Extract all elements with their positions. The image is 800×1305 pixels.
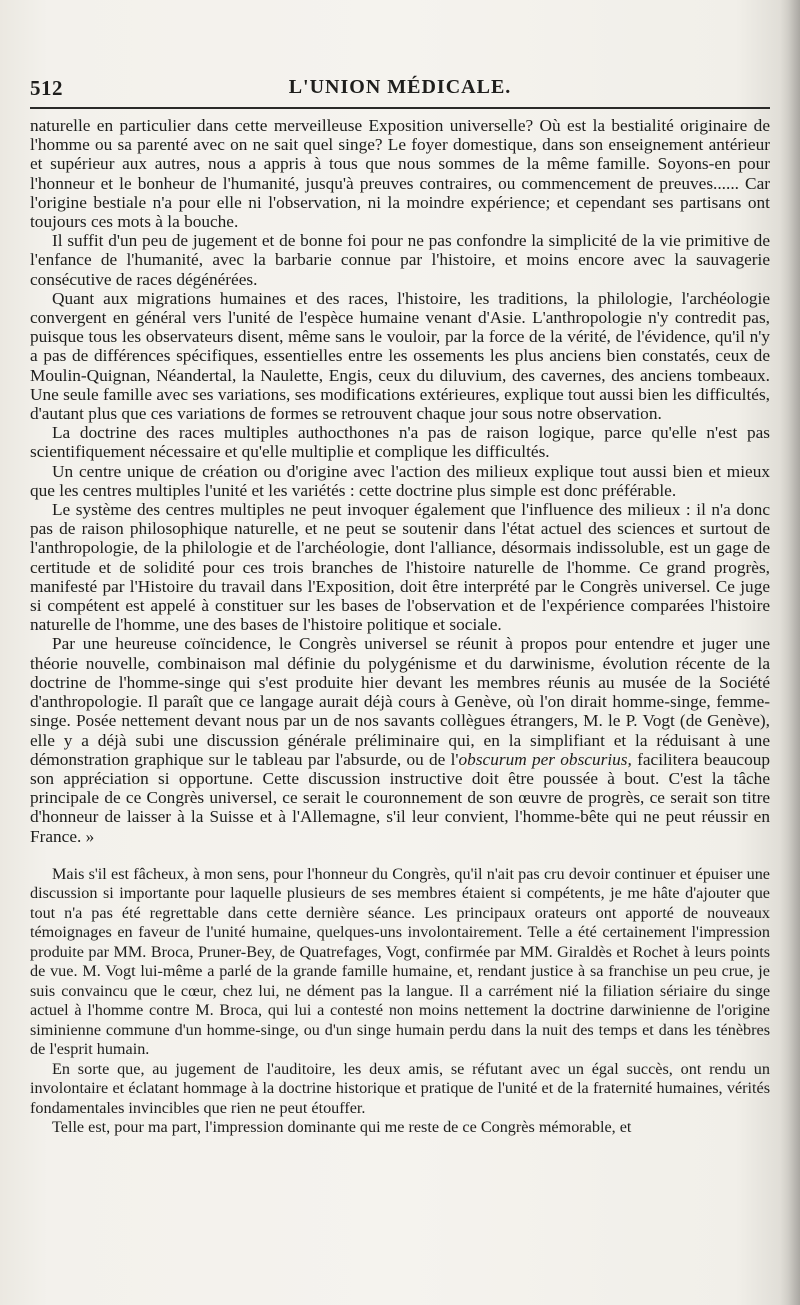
paragraph: La doctrine des races multiples authocthones n'a pas de raison logique, parce qu'elle n'est pas scientifiquement nécessaire et qu'elle multiplie et complique les difficultés. [30,423,770,462]
latin-phrase: obscurum per obscurius, [458,749,632,769]
paragraph: naturelle en particulier dans cette merveilleuse Exposition universelle? Où est la bestialité originaire de l'homme ou sa parenté avec on ne sait quel singe? Le foyer domestique, dans son enseignement antérieur et supérieur aux autres, nous a appris à tous que nous sommes de la même famille. Soyons-en pour l'honneur et le bonheur de l'humanité, jusqu'à preuves contraires, ou commencement de preuves...... Car l'origine bestiale n'a pour elle ni l'observation, ni la moindre expérience; et cependant ses partisans ont toujours ces mots à la bouche. [30,116,770,232]
paragraph: Quant aux migrations humaines et des races, l'histoire, les traditions, la philologie, l'archéologie convergent en général vers l'unité de l'espèce humaine venant d'Asie. L'anthropologie n'y contredit pas, puisque tous les observateurs disent, même sans le vouloir, par la force de la vérité, de l'évidence, qu'il n'y a pas de différences spécifiques, essentielles entre les ossements les plus anciens bien constatés, ceux de Moulin-Quignan, Néandertal, la Naulette, Engis, ceux du diluvium, des cavernes, des anciens tombeaux. Une seule famille avec ses variations, ses modifications extérieures, explique tout aussi bien les difficultés, d'autant plus que ces variations de formes se retrouvent chaque jour sous notre observation. [30,288,770,424]
running-title: L'UNION MÉDICALE. [288,76,512,98]
page-number: 512 [30,76,63,100]
paragraph: En sorte que, au jugement de l'auditoire, les deux amis, se réfutant avec un égal succès, ont rendu un involontaire et éclatant hommage à la doctrine historique et pratique de l'unité et de la fraternité humaines, vérités fondamentales invincibles que rien ne peut étouffer. [30,1059,770,1117]
paragraph [30,634,770,845]
header-rule [30,107,770,109]
paragraph: Il suffit d'un peu de jugement et de bonne foi pour ne pas confondre la simplicité de la vie primitive de l'enfance de l'humanité, avec la barbarie connue par l'histoire, et moins encore avec la sauvagerie consécutive de races dégénérées. [30,231,770,289]
body-text [30,116,770,1138]
paragraph: Le système des centres multiples ne peut invoquer également que l'influence des milieux : il n'a donc pas de raison philosophique naturelle, et ne peut se soutenir dans l'état actuel des sciences et surtout de l'anthropologie, de la philologie et de l'archéologie, dont l'alliance, désormais indissoluble, est un gage de certitude et de solidité pour ces trois branches de l'histoire naturelle de l'homme. Ce grand progrès, manifesté par l'Histoire du travail dans l'Exposition, doit être interprété par le Congrès universel. Ce juge si compétent est appelé à constituer sur les bases de l'observation et de l'expérience comparées l'histoire naturelle de l'homme, une des bases de l'histoire politique et sociale. [30,500,770,635]
page-spine-shadow [780,0,800,1305]
paragraph: Telle est, pour ma part, l'impression dominante qui me reste de ce Congrès mémorable, et [52,1118,632,1137]
page-header [30,70,770,100]
paragraph: Un centre unique de création ou d'origine avec l'action des milieux explique tout aussi bien et mieux que les centres multiples l'unité et les variétés : cette doctrine plus simple est donc préférable. [30,461,770,500]
paragraph: Mais s'il est fâcheux, à mon sens, pour l'honneur du Congrès, qu'il n'ait pas cru devoir continuer et épuiser une discussion si importante pour laquelle plusieurs de ses membres étaient si compétents, je me hâte d'ajouter que tout n'a pas été regrettable dans cette dernière séance. Les principaux orateurs ont apporté de nouveaux témoignages en faveur de l'unité humaine, quelques-uns involontairement. Telle a été certainement l'impression produite par MM. Broca, Pruner-Bey, de Quatrefages, Vogt, confirmée par MM. Giraldès et Rochet à leurs points de vue. M. Vogt lui-même a parlé de la grande famille humaine, et, rendant justice à sa franchise un peu crue, je suis convaincu que le cœur, chez lui, ne dément pas la langue. Il a carrément nié la filiation sériaire du singe actuel à l'homme contre M. Broca, qui lui a contesté non moins nettement la doctrine darwinienne de l'origine siminienne commune d'un homme-singe, ou d'un singe humain perdu dans la nuit des temps et dans les ténèbres de l'esprit humain. [30,864,770,1059]
paragraph-text: Par une heureuse coïncidence, le Congrès universel se réunit à propos pour entendre et juger une théorie nouvelle, combinaison mal définie du polygénisme et du darwinisme, évolution récente de la doctrine de l'homme-singe qui s'est produite hier devant les membres réunis au musée de la Société d'anthropologie. Il paraît que ce langage aurait déjà cours à Genève, où l'on dirait homme-singe, femme-singe. Posée nettement devant nous par un de nos savants collègues étrangers, M. le P. Vogt (de Genève), elle y a déjà subi une discussion générale préliminaire qui, en la simplifiant et la réduisant à une démonstration graphique sur le tableau par l'absurde, ou de l' [30,634,770,769]
paragraph-text: facilitera beaucoup son appréciation si opportune. Cette discussion instructive doit être poussée à bout. C'est la tâche principale de ce Congrès universel, ce serait le couronnement de son œuvre de progrès, ce serait son titre d'honneur de laisser à la Suisse et à l'Allemagne, s'il leur convient, l'homme-bête qui ne peut réussir en France. » [30,749,770,846]
